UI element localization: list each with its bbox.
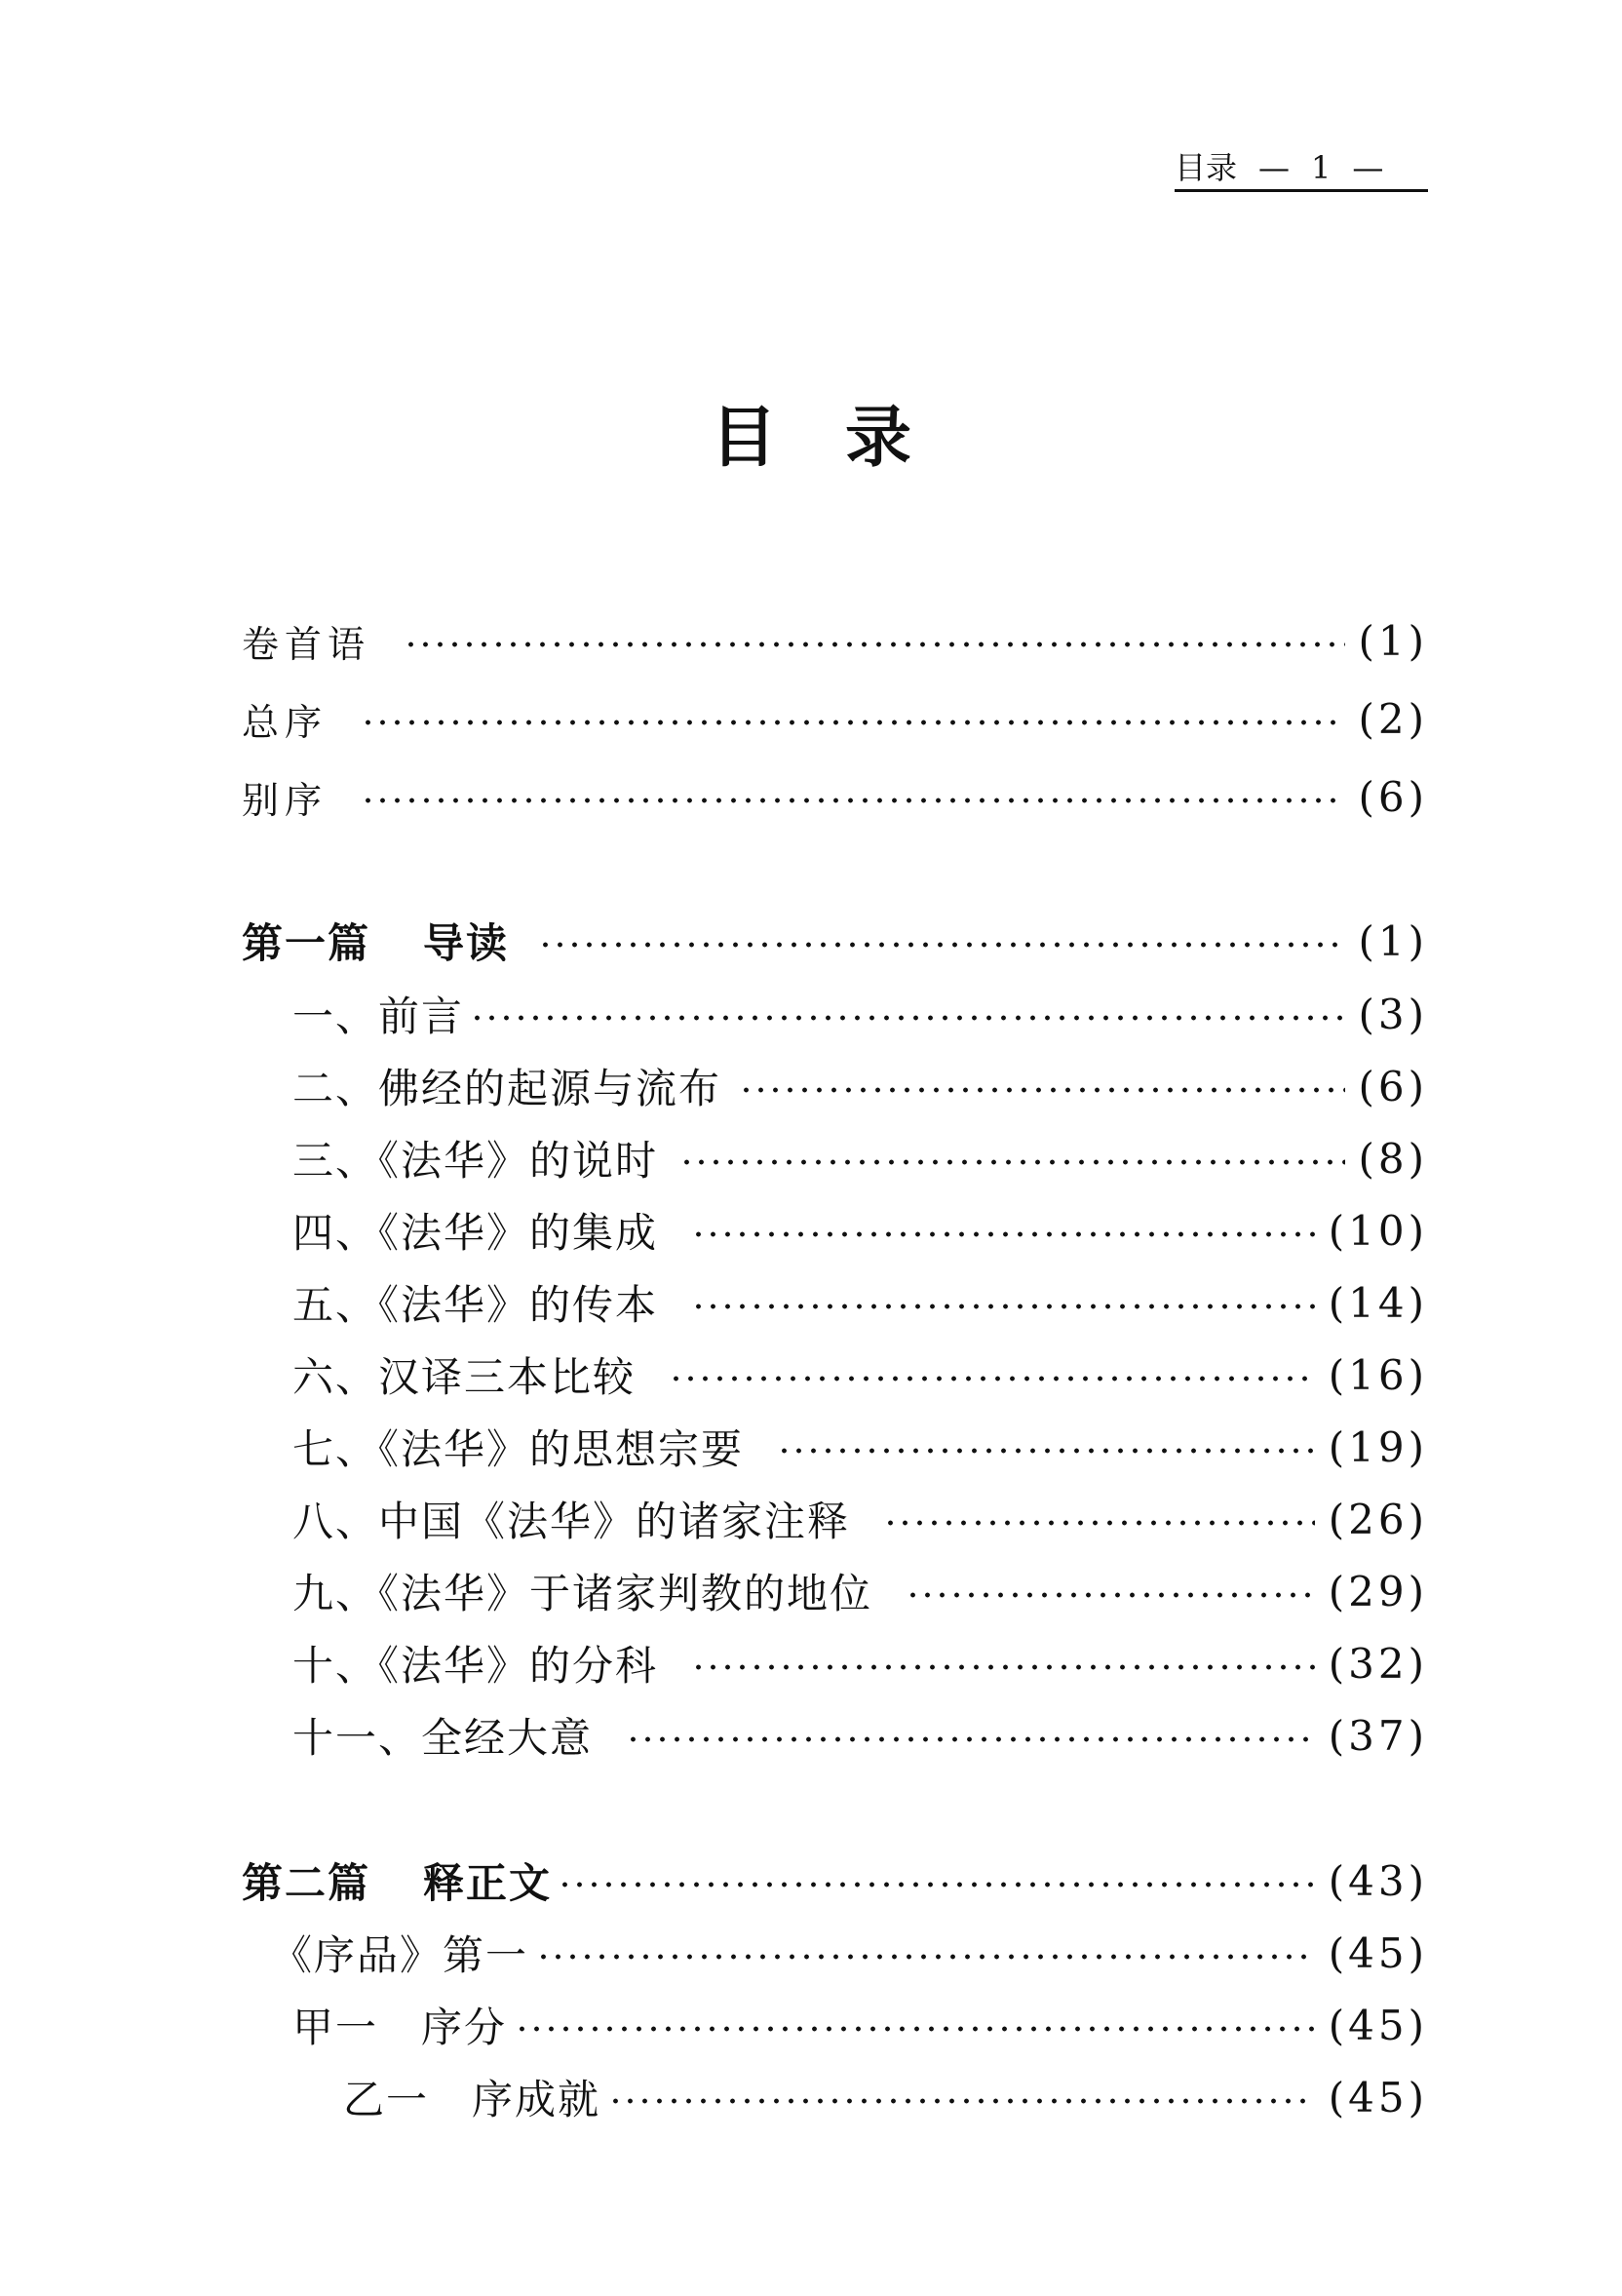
toc-part-label — [242, 1851, 552, 1910]
toc-page: (6) — [1358, 772, 1428, 821]
toc-label: 别序 — [242, 778, 328, 822]
toc-page: (14) — [1328, 1278, 1428, 1327]
toc-entry-part-1[interactable] — [242, 912, 1428, 970]
dot-leader — [515, 2026, 1315, 2032]
dot-leader — [906, 1592, 1315, 1598]
dot-leader — [777, 1448, 1315, 1454]
toc-page: (3) — [1358, 990, 1428, 1038]
toc-entry-part-2[interactable] — [242, 1851, 1428, 1910]
toc-label: 一、前言 — [292, 992, 465, 1040]
toc-page: (43) — [1328, 1856, 1428, 1905]
dot-leader — [558, 1882, 1315, 1887]
subsection-marker: 乙一 — [343, 2076, 430, 2123]
toc-label: 八、中国《法华》的诸家注释 — [292, 1498, 851, 1545]
toc-entry-front-1[interactable] — [242, 611, 1428, 670]
toc-page: (37) — [1328, 1711, 1428, 1760]
subsection-name: 序成就 — [472, 2076, 601, 2123]
toc-page: (45) — [1328, 2001, 1428, 2049]
toc-entry-section-1[interactable] — [292, 1996, 1428, 2054]
dot-leader — [691, 1231, 1315, 1237]
toc-page: (45) — [1328, 2073, 1428, 2121]
dot-leader — [691, 1664, 1315, 1670]
toc-entry-1-8[interactable] — [292, 1490, 1428, 1548]
part-number: 第二篇 — [242, 1859, 371, 1907]
toc-entry-1-11[interactable] — [292, 1706, 1428, 1765]
toc-page: (16) — [1328, 1350, 1428, 1399]
toc-page: (32) — [1328, 1639, 1428, 1688]
header-page-number: 1 — [1311, 149, 1332, 186]
toc-page: (1) — [1358, 916, 1428, 965]
toc-label: 七、《法华》的思想宗要 — [292, 1425, 745, 1473]
section-marker: 甲一 — [292, 2004, 379, 2051]
toc-page: (8) — [1358, 1134, 1428, 1183]
header-section: 目录 — [1175, 149, 1238, 186]
toc-entry-1-9[interactable] — [292, 1562, 1428, 1620]
section-name: 序分 — [421, 2004, 508, 2051]
toc-label: 四、《法华》的集成 — [292, 1209, 659, 1257]
toc-label: 三、《法华》的说时 — [292, 1137, 659, 1185]
toc-entry-front-3[interactable] — [242, 767, 1428, 826]
dot-leader — [626, 1736, 1315, 1742]
toc-entry-1-7[interactable] — [292, 1418, 1428, 1476]
toc-label: 十、《法华》的分科 — [292, 1642, 659, 1690]
toc-entry-1-4[interactable] — [292, 1201, 1428, 1260]
toc-page: (6) — [1358, 1062, 1428, 1110]
toc-entry-1-3[interactable] — [292, 1129, 1428, 1187]
dot-leader — [679, 1159, 1344, 1165]
toc-page: (10) — [1328, 1206, 1428, 1255]
toc-entry-front-2[interactable] — [242, 689, 1428, 748]
toc-label: 《序品》第一 — [271, 1931, 529, 1979]
toc-page: (19) — [1328, 1422, 1428, 1471]
toc-page: (26) — [1328, 1495, 1428, 1543]
header-dash-right: — — [1352, 149, 1384, 186]
dot-leader — [739, 1087, 1344, 1093]
toc-page: (2) — [1358, 694, 1428, 743]
part-name: 导读 — [423, 919, 510, 967]
dot-leader — [361, 798, 1344, 803]
dot-leader — [470, 1015, 1344, 1021]
toc-label: 总序 — [242, 700, 328, 744]
dot-leader — [608, 2098, 1315, 2104]
toc-entry-1-1[interactable] — [292, 985, 1428, 1043]
running-header — [1175, 146, 1428, 192]
toc-entry-chapter-1[interactable] — [271, 1924, 1428, 1982]
toc-label: 十一、全经大意 — [292, 1714, 594, 1762]
header-dash-left: — — [1258, 149, 1291, 186]
toc-label — [292, 1996, 507, 2054]
toc-label: 二、佛经的起源与流布 — [292, 1065, 722, 1112]
dot-leader — [883, 1520, 1315, 1526]
toc-page: (1) — [1358, 616, 1428, 665]
dot-leader — [691, 1304, 1315, 1309]
toc-entry-1-6[interactable] — [292, 1345, 1428, 1404]
toc-entry-subsection-1[interactable] — [343, 2068, 1428, 2126]
toc-entry-1-10[interactable] — [292, 1634, 1428, 1693]
toc-part-label — [242, 912, 509, 970]
part-name: 释正文 — [423, 1859, 553, 1907]
toc-label: 六、汉译三本比较 — [292, 1353, 637, 1401]
dot-leader — [536, 1954, 1315, 1960]
page-title: 目录 — [710, 400, 980, 477]
dot-leader — [404, 642, 1344, 647]
toc-label: 九、《法华》于诸家判教的地位 — [292, 1570, 873, 1617]
dot-leader — [538, 942, 1344, 948]
toc-page: (45) — [1328, 1928, 1428, 1977]
dot-leader — [669, 1376, 1315, 1381]
toc-label: 卷首语 — [242, 622, 371, 666]
part-number: 第一篇 — [242, 919, 371, 967]
toc-label: 五、《法华》的传本 — [292, 1281, 659, 1329]
toc-entry-1-2[interactable] — [292, 1057, 1428, 1115]
toc-label — [343, 2068, 600, 2126]
toc-page: (29) — [1328, 1567, 1428, 1615]
toc-entry-1-5[interactable] — [292, 1273, 1428, 1332]
dot-leader — [361, 720, 1344, 725]
